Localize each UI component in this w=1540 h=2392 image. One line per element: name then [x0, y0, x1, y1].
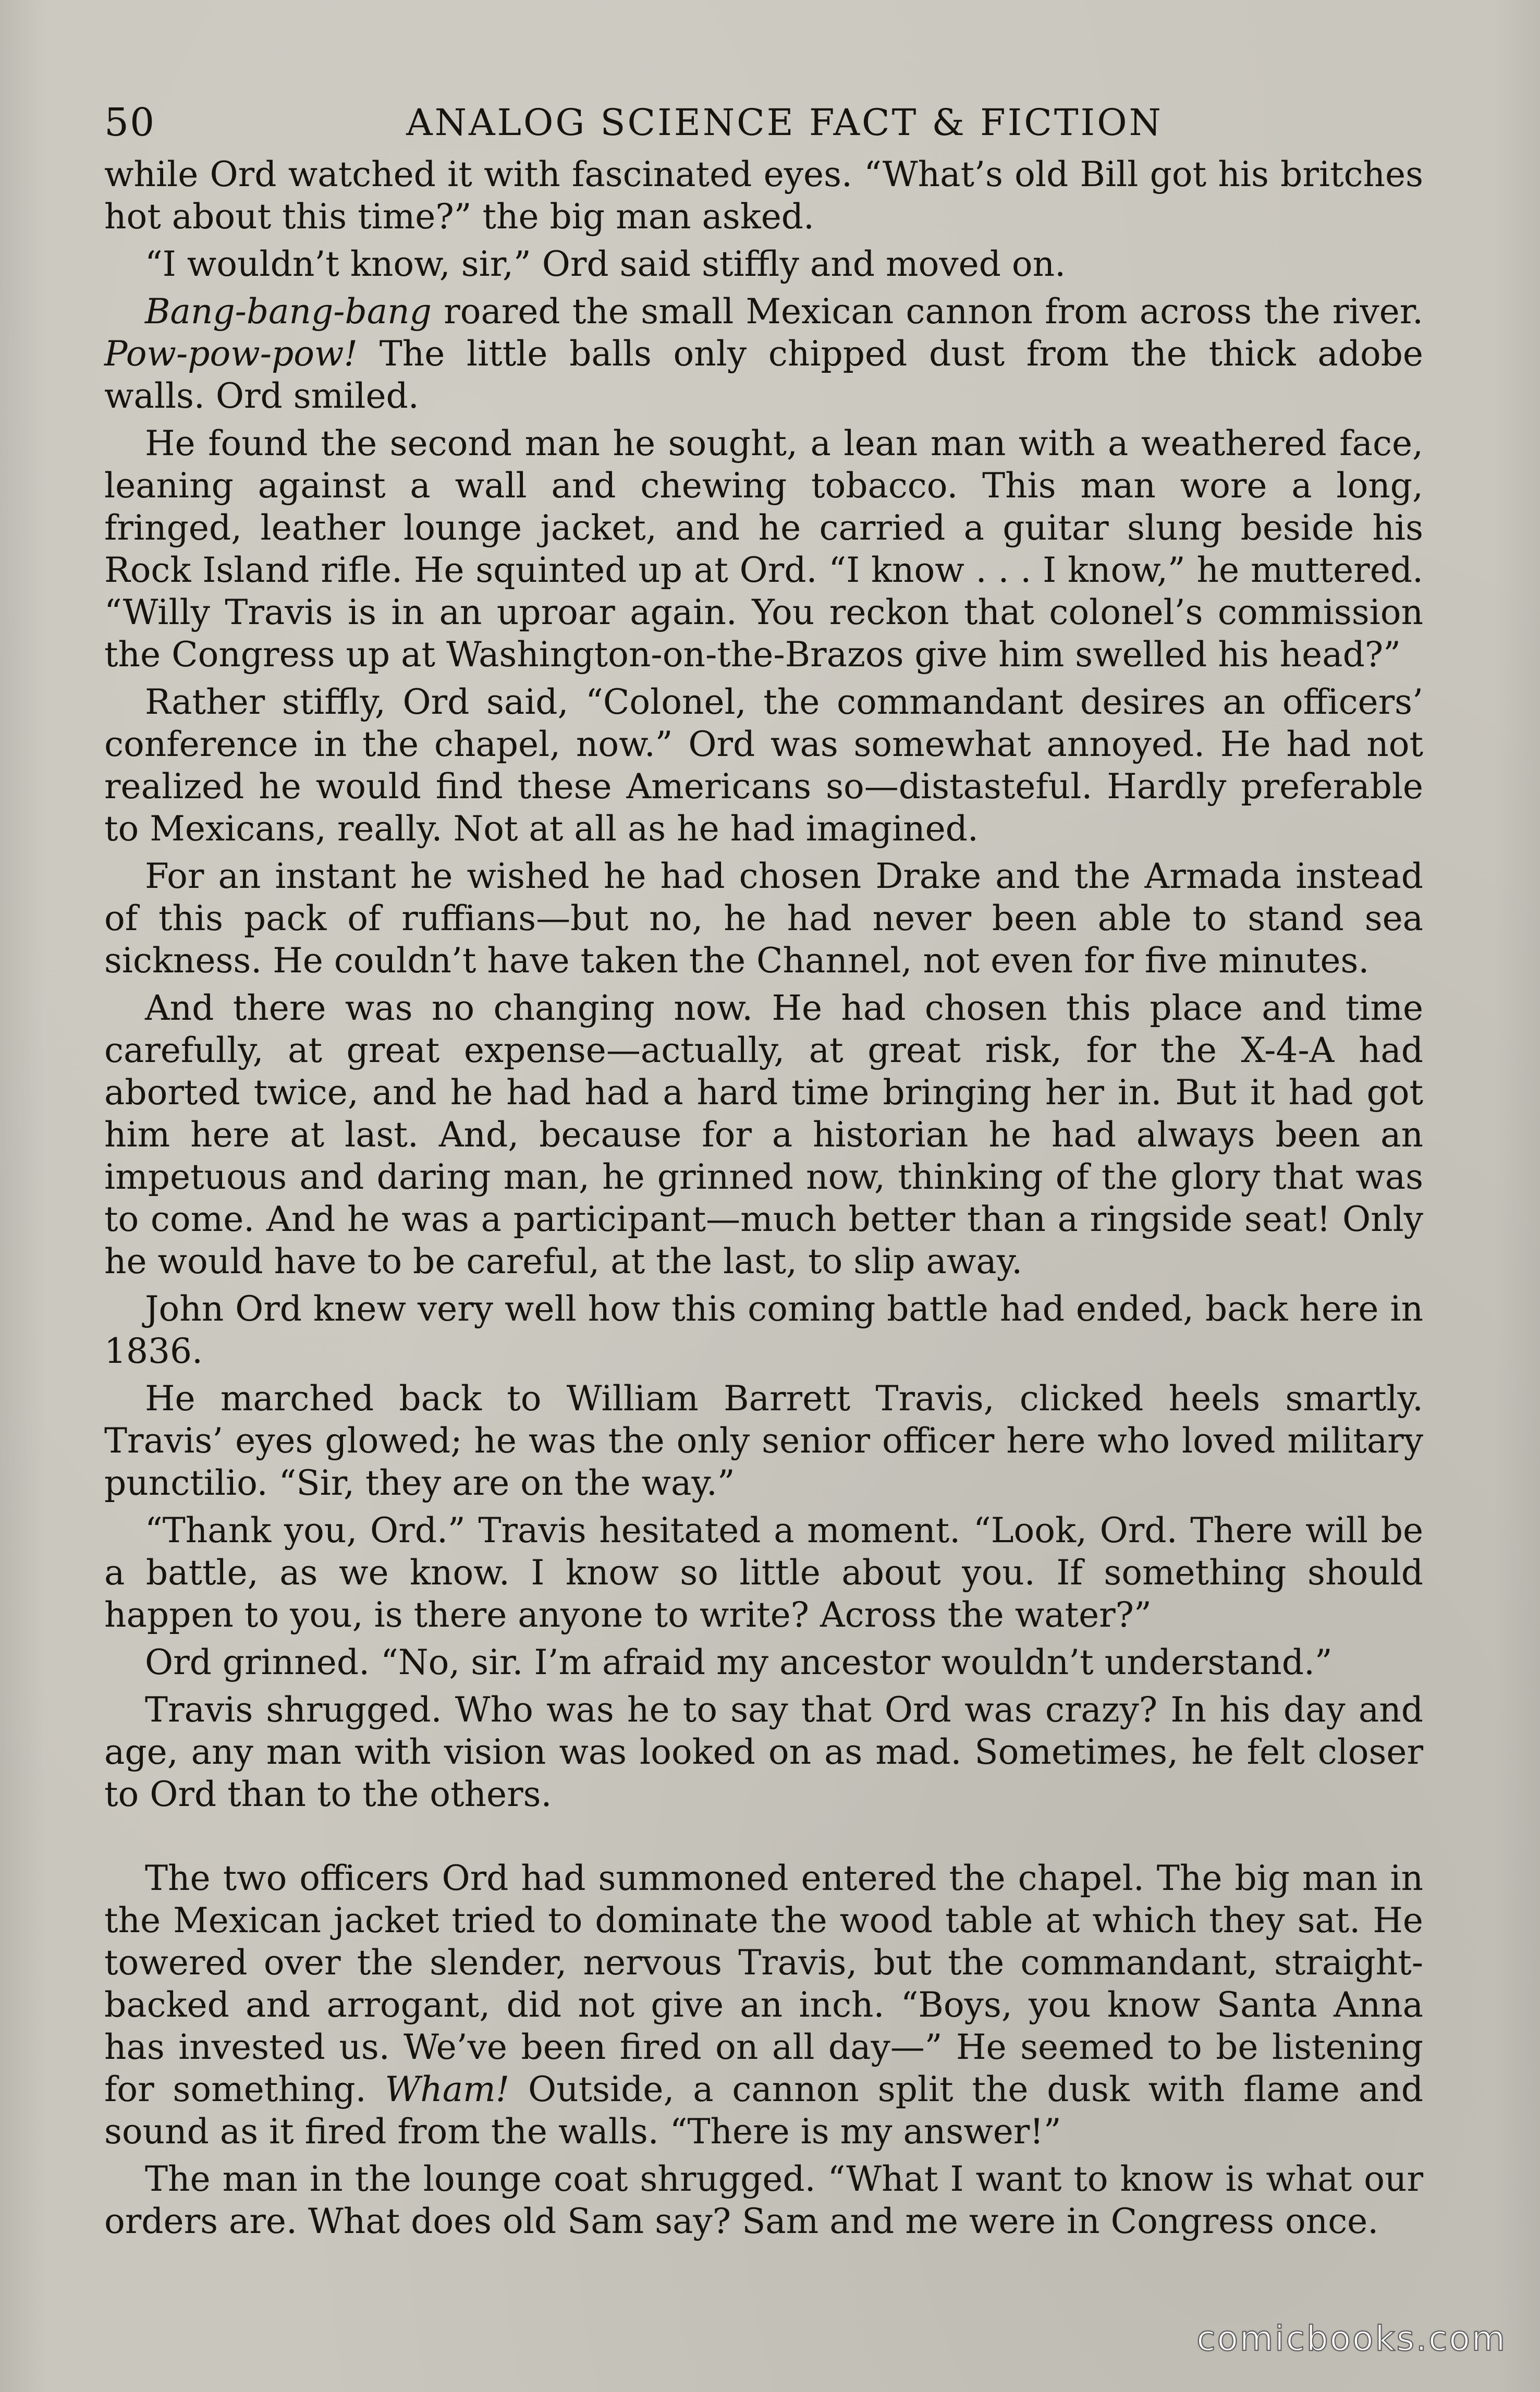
paragraph-2: “I wouldn’t know, sir,” Ord said stiffly and moved on.	[145, 244, 1066, 284]
wham-text: Wham!	[385, 2069, 510, 2109]
paragraph-13	[104, 1857, 1423, 2153]
running-head	[104, 94, 1423, 151]
paragraph-9: He marched back to William Barrett Travis, clicked heels smartly. Travis’ eyes glowed; he was the only senior officer here who loved military punctilio. “Sir, they are on the way.”	[104, 1378, 1423, 1503]
cannon-sound-text: Bang-bang-bang	[145, 291, 432, 332]
paragraph-14: The man in the lounge coat shrugged. “What I want to know is what our orders are. What does old Sam say? Sam and me were in Congress once.	[104, 2159, 1423, 2241]
paragraph-11: Ord grinned. “No, sir. I’m afraid my ancestor wouldn’t understand.”	[145, 1642, 1333, 1682]
paragraph-13-text-2: Outside, a cannon split the dusk with flame and sound as it fired from the walls. “There is my answer!”	[104, 2069, 1423, 2152]
paragraph-3	[104, 290, 1423, 417]
paragraph-13-text-1: The two officers Ord had summoned entered the chapel. The big man in the Mexican jacket tried to dominate the wood table at which they sat. He towered over the slender, nervous Travis, but the commandant, straight-backed and arrogant, did not give an inch. “Boys, you know Santa Anna has invested us. We’ve been fired on all day—” He seemed to be listening for something.	[104, 1858, 1423, 2109]
book-page	[104, 94, 1423, 2367]
paragraph-4: He found the second man he sought, a lean man with a weathered face, leaning against a wall and chewing tobacco. This man wore a long, fringed, leather lounge jacket, and he carried a guitar slung beside his Rock Island rifle. He squinted up at Ord. “I know . . . I know,” he muttered. “Willy Travis is in an uproar again. You reckon that colonel’s commission the Congress up at Washington-on-the-Brazos give him swelled his head?”	[104, 423, 1423, 675]
paragraph-5: Rather stiffly, Ord said, “Colonel, the commandant desires an officers’ conference in the chapel, now.” Ord was somewhat annoyed. He had not realized he would find these Americans so—distasteful. Hardly preferable to Mexicans, really. Not at all as he had imagined.	[104, 682, 1423, 849]
page-number: 50	[104, 100, 156, 145]
magazine-title: ANALOG SCIENCE FACT & FICTION	[406, 101, 1163, 144]
paragraph-3-text-1: roared the small Mexican cannon from across the river.	[431, 291, 1423, 332]
paragraph-8: John Ord knew very well how this coming battle had ended, back here in 1836.	[104, 1289, 1423, 1371]
story-text	[104, 153, 1423, 2242]
paragraph-1: while Ord watched it with fascinated eyes. “What’s old Bill got his britches hot about this time?” the big man asked.	[104, 154, 1423, 237]
paragraph-10: “Thank you, Ord.” Travis hesitated a moment. “Look, Ord. There will be a battle, as we know. I know so little about you. If something should happen to you, is there anyone to write? Across the water?”	[104, 1510, 1423, 1635]
paragraph-3-text-2: The little balls only chipped dust from the thick adobe walls. Ord smiled.	[104, 334, 1423, 416]
paragraph-7: And there was no changing now. He had chosen this place and time carefully, at great expense—actually, at great risk, for the X-4-A had aborted twice, and he had had a hard time bringing her in. But it had got him here at last. And, because for a historian he had always been an impetuous and daring man, he grinned now, thinking of the glory that was to come. And he was a participant—much better than a ringside seat! Only he would have to be careful, at the last, to slip away.	[104, 988, 1423, 1282]
ball-sound-text: Pow-pow-pow!	[104, 334, 358, 374]
site-watermark: comicbooks.com	[1196, 2318, 1507, 2359]
paragraph-12: Travis shrugged. Who was he to say that Ord was crazy? In his day and age, any man with vision was looked on as mad. Sometimes, he felt closer to Ord than to the others.	[104, 1690, 1423, 1814]
paragraph-6: For an instant he wished he had chosen Drake and the Armada instead of this pack of ruffians—but no, he had never been able to stand sea sickness. He couldn’t have taken the Channel, not even for five minutes.	[104, 856, 1423, 981]
